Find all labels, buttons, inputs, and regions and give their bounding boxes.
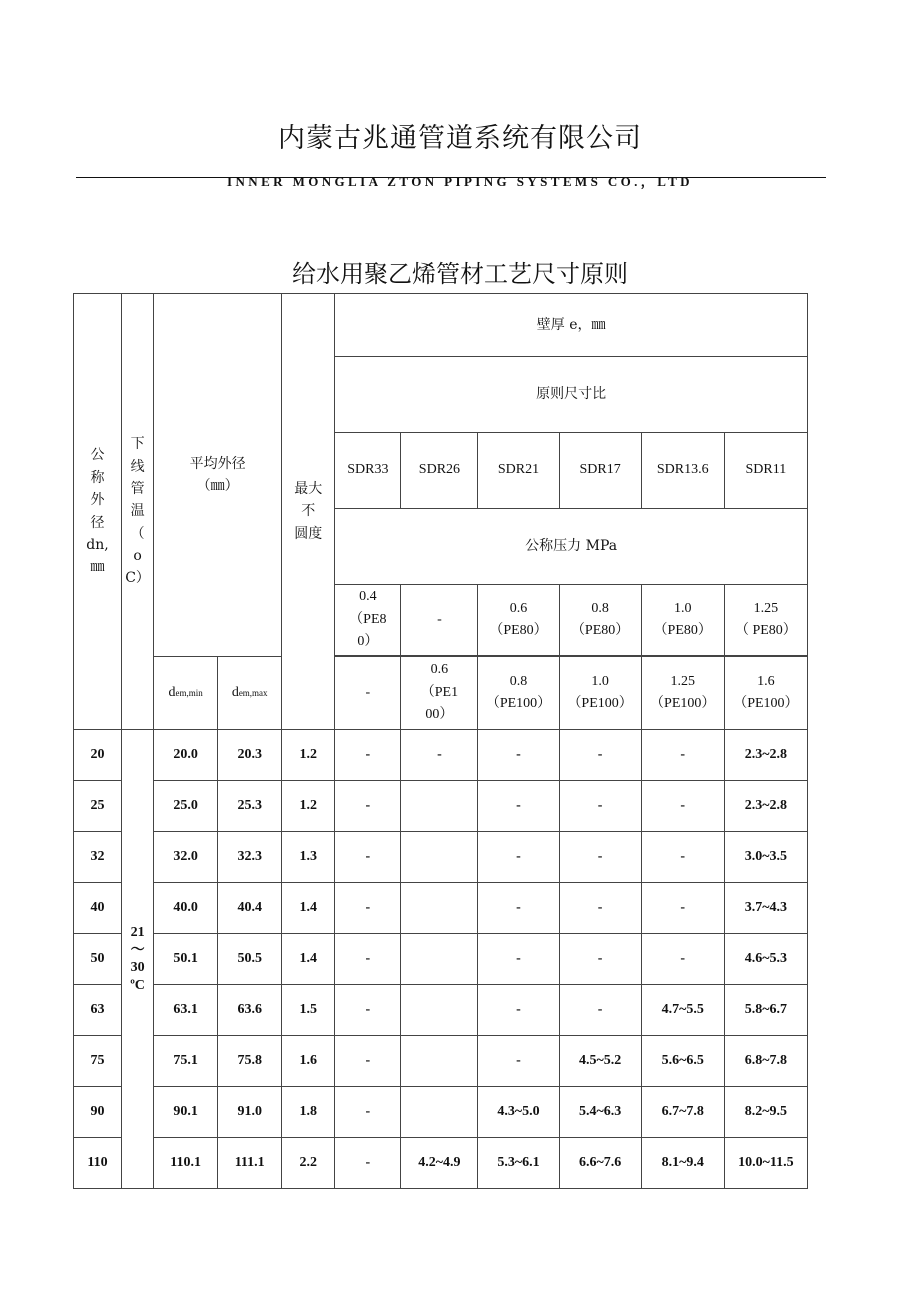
cell-dem-min: 90.1 bbox=[154, 1087, 218, 1138]
cell-wall-thickness bbox=[401, 832, 478, 883]
cell-dem-max: 63.6 bbox=[218, 985, 282, 1036]
cell-wall-thickness: - bbox=[559, 985, 641, 1036]
header-dem-max: dem,max bbox=[218, 657, 282, 730]
ovality-char: 圆度 bbox=[294, 525, 323, 542]
pressure-cell bbox=[335, 585, 401, 656]
table-row bbox=[74, 832, 808, 883]
header-wall-thickness: 壁厚 e，㎜ bbox=[335, 294, 808, 357]
pressure-cell bbox=[401, 585, 478, 656]
cell-wall-thickness: 5.3~6.1 bbox=[478, 1138, 559, 1189]
cell-wall-thickness: 5.6~6.5 bbox=[641, 1036, 724, 1087]
cell-wall-thickness: 4.5~5.2 bbox=[559, 1036, 641, 1087]
pressure-line: - bbox=[437, 611, 442, 627]
temp-range-part: ºC bbox=[130, 977, 145, 993]
nominal-char: 公 bbox=[90, 447, 105, 464]
pressure-line: 1.6 bbox=[757, 673, 775, 689]
cell-temp-range bbox=[122, 730, 154, 1189]
cell-wall-thickness: - bbox=[478, 934, 559, 985]
cell-wall-thickness bbox=[401, 883, 478, 934]
cell-wall-thickness: - bbox=[559, 883, 641, 934]
pressure-line: （PE100） bbox=[650, 696, 716, 711]
pressure-cell bbox=[559, 657, 641, 730]
cell-dn: 32 bbox=[74, 832, 122, 883]
cell-wall-thickness: 2.3~2.8 bbox=[724, 781, 807, 832]
cell-dem-max: 25.3 bbox=[218, 781, 282, 832]
ovality-char: 不 bbox=[301, 503, 316, 520]
pressure-line: 1.0 bbox=[673, 600, 692, 616]
cell-wall-thickness: 3.0~3.5 bbox=[724, 832, 807, 883]
pressure-line: （PE100） bbox=[485, 696, 552, 711]
cell-wall-thickness: - bbox=[335, 832, 401, 883]
document-title: 给水用聚乙烯管材工艺尺寸原则 bbox=[292, 260, 628, 288]
cell-wall-thickness: 3.7~4.3 bbox=[724, 883, 807, 934]
pressure-line: 0） bbox=[357, 634, 379, 650]
pressure-cell bbox=[559, 585, 641, 656]
cell-wall-thickness bbox=[401, 934, 478, 985]
cell-wall-thickness: 2.3~2.8 bbox=[724, 730, 807, 781]
temp-char: （ bbox=[130, 525, 145, 542]
cell-ovality: 1.2 bbox=[282, 781, 335, 832]
cell-dn: 110 bbox=[74, 1138, 122, 1189]
table-row bbox=[74, 883, 808, 934]
ovality-char: 最大 bbox=[294, 480, 323, 497]
cell-dem-max: 20.3 bbox=[218, 730, 282, 781]
cell-wall-thickness: 4.7~5.5 bbox=[641, 985, 724, 1036]
cell-wall-thickness: 6.6~7.6 bbox=[559, 1138, 641, 1189]
cell-wall-thickness: 4.3~5.0 bbox=[478, 1087, 559, 1138]
cell-wall-thickness: 5.8~6.7 bbox=[724, 985, 807, 1036]
cell-wall-thickness: 5.4~6.3 bbox=[559, 1087, 641, 1138]
table-row bbox=[74, 1087, 808, 1138]
temp-char: 管 bbox=[130, 480, 145, 497]
cell-wall-thickness: 8.2~9.5 bbox=[724, 1087, 807, 1138]
nominal-char: ㎜ bbox=[90, 559, 105, 576]
nominal-char: dn, bbox=[86, 536, 109, 553]
cell-wall-thickness: 6.8~7.8 bbox=[724, 1036, 807, 1087]
cell-wall-thickness bbox=[401, 985, 478, 1036]
cell-wall-thickness: - bbox=[478, 730, 559, 781]
cell-dem-min: 25.0 bbox=[154, 781, 218, 832]
temp-char: C） bbox=[125, 570, 150, 587]
pressure-cell bbox=[641, 585, 724, 656]
cell-ovality: 1.2 bbox=[282, 730, 335, 781]
cell-wall-thickness: - bbox=[559, 730, 641, 781]
table-row bbox=[74, 1036, 808, 1087]
temp-range-part: 30 bbox=[130, 960, 145, 975]
mean-od-unit: （㎜） bbox=[196, 478, 239, 494]
cell-dn: 20 bbox=[74, 730, 122, 781]
pressure-line: （PE80） bbox=[570, 623, 630, 638]
cell-wall-thickness: - bbox=[478, 1036, 559, 1087]
mean-od-label: 平均外径 bbox=[189, 455, 246, 472]
cell-dem-min: 63.1 bbox=[154, 985, 218, 1036]
cell-dem-min: 40.0 bbox=[154, 883, 218, 934]
cell-dn: 50 bbox=[74, 934, 122, 985]
cell-dem-max: 75.8 bbox=[218, 1036, 282, 1087]
cell-ovality: 2.2 bbox=[282, 1138, 335, 1189]
header-dem-min: dem,min bbox=[154, 657, 218, 730]
cell-dem-min: 50.1 bbox=[154, 934, 218, 985]
table-row bbox=[74, 934, 808, 985]
pressure-line: （ PE80） bbox=[734, 623, 797, 638]
pressure-line: - bbox=[365, 684, 371, 700]
cell-wall-thickness: - bbox=[641, 934, 724, 985]
sdr-header: SDR17 bbox=[559, 433, 641, 509]
cell-dem-max: 40.4 bbox=[218, 883, 282, 934]
table-row bbox=[74, 985, 808, 1036]
cell-ovality: 1.5 bbox=[282, 985, 335, 1036]
cell-wall-thickness: 8.1~9.4 bbox=[641, 1138, 724, 1189]
cell-wall-thickness: - bbox=[478, 985, 559, 1036]
cell-wall-thickness: - bbox=[641, 883, 724, 934]
cell-wall-thickness: - bbox=[559, 934, 641, 985]
company-name-en: INNER MONGLIA ZTON PIPING SYSTEMS CO.，LTD bbox=[227, 174, 693, 189]
cell-dem-min: 32.0 bbox=[154, 832, 218, 883]
pressure-cell bbox=[641, 657, 724, 730]
cell-wall-thickness bbox=[401, 1087, 478, 1138]
cell-wall-thickness: - bbox=[478, 832, 559, 883]
sdr-header: SDR21 bbox=[478, 433, 559, 509]
pressure-line: 00） bbox=[425, 707, 454, 723]
pressure-cell bbox=[724, 585, 807, 656]
header-sdr-label: 原则尺寸比 bbox=[335, 357, 808, 433]
cell-ovality: 1.8 bbox=[282, 1087, 335, 1138]
pressure-line: （PE100） bbox=[567, 696, 633, 711]
cell-wall-thickness: 4.2~4.9 bbox=[401, 1138, 478, 1189]
cell-wall-thickness: - bbox=[335, 934, 401, 985]
header-min-temp bbox=[122, 294, 154, 730]
sdr-header: SDR33 bbox=[335, 433, 401, 509]
pressure-line: 1.25 bbox=[670, 673, 695, 689]
cell-wall-thickness: - bbox=[335, 1138, 401, 1189]
pressure-line: 1.25 bbox=[753, 600, 779, 616]
table-row bbox=[74, 1138, 808, 1189]
pressure-cell bbox=[401, 657, 478, 730]
pressure-line: 0.8 bbox=[591, 600, 609, 616]
cell-ovality: 1.4 bbox=[282, 934, 335, 985]
cell-wall-thickness: - bbox=[641, 832, 724, 883]
cell-dn: 40 bbox=[74, 883, 122, 934]
cell-wall-thickness: 10.0~11.5 bbox=[724, 1138, 807, 1189]
temp-char: o bbox=[133, 548, 142, 565]
pressure-line: （PE80） bbox=[489, 623, 548, 638]
pressure-line: （PE1 bbox=[420, 684, 459, 700]
pressure-line: 0.4 bbox=[359, 589, 377, 605]
cell-wall-thickness: - bbox=[335, 883, 401, 934]
pressure-cell bbox=[724, 657, 807, 730]
cell-wall-thickness: - bbox=[559, 781, 641, 832]
pressure-line: （PE80） bbox=[653, 623, 712, 638]
table-row bbox=[74, 781, 808, 832]
pressure-line: （PE100） bbox=[733, 696, 799, 711]
cell-wall-thickness: 6.7~7.8 bbox=[641, 1087, 724, 1138]
sdr-header: SDR26 bbox=[401, 433, 478, 509]
pressure-cell bbox=[478, 585, 559, 656]
cell-wall-thickness: - bbox=[559, 832, 641, 883]
temp-range-part: 21 bbox=[130, 925, 145, 940]
pressure-line: 0.6 bbox=[509, 600, 528, 616]
cell-wall-thickness: - bbox=[335, 985, 401, 1036]
cell-dn: 75 bbox=[74, 1036, 122, 1087]
cell-wall-thickness: - bbox=[641, 730, 724, 781]
header-max-ovality bbox=[282, 294, 335, 730]
cell-wall-thickness: 4.6~5.3 bbox=[724, 934, 807, 985]
temp-char: 下 bbox=[130, 436, 145, 453]
header-pressure-label: 公称压力 MPa bbox=[335, 509, 808, 585]
nominal-char: 称 bbox=[90, 469, 105, 486]
nominal-char: 外 bbox=[90, 492, 105, 509]
cell-dem-max: 32.3 bbox=[218, 832, 282, 883]
cell-ovality: 1.3 bbox=[282, 832, 335, 883]
pressure-line: 0.6 bbox=[430, 662, 449, 678]
pressure-cell bbox=[335, 657, 401, 730]
pressure-cell bbox=[478, 657, 559, 730]
header-mean-od bbox=[154, 294, 282, 657]
cell-wall-thickness bbox=[401, 1036, 478, 1087]
sdr-header: SDR13.6 bbox=[641, 433, 724, 509]
sdr-header: SDR11 bbox=[724, 433, 807, 509]
cell-dem-max: 50.5 bbox=[218, 934, 282, 985]
cell-ovality: 1.4 bbox=[282, 883, 335, 934]
cell-wall-thickness: - bbox=[335, 781, 401, 832]
cell-wall-thickness: - bbox=[335, 730, 401, 781]
company-name-cn: 内蒙古兆通管道系统有限公司 bbox=[278, 123, 642, 154]
cell-dem-max: 111.1 bbox=[218, 1138, 282, 1189]
cell-wall-thickness: - bbox=[335, 1087, 401, 1138]
cell-ovality: 1.6 bbox=[282, 1036, 335, 1087]
cell-dem-min: 20.0 bbox=[154, 730, 218, 781]
cell-wall-thickness: - bbox=[335, 1036, 401, 1087]
cell-wall-thickness: - bbox=[478, 781, 559, 832]
cell-dn: 63 bbox=[74, 985, 122, 1036]
pressure-line: 0.8 bbox=[509, 673, 528, 689]
nominal-char: 径 bbox=[90, 514, 105, 531]
cell-dem-min: 110.1 bbox=[154, 1138, 218, 1189]
temp-char: 线 bbox=[130, 458, 145, 475]
temp-range-part: ～ bbox=[130, 942, 145, 958]
cell-wall-thickness: - bbox=[641, 781, 724, 832]
pressure-line: （PE8 bbox=[349, 611, 387, 627]
cell-dem-min: 75.1 bbox=[154, 1036, 218, 1087]
temp-char: 温 bbox=[130, 503, 145, 520]
cell-dn: 90 bbox=[74, 1087, 122, 1138]
cell-wall-thickness bbox=[401, 781, 478, 832]
cell-wall-thickness: - bbox=[401, 730, 478, 781]
header-nominal-od bbox=[74, 294, 122, 730]
table-row bbox=[74, 730, 808, 781]
cell-dn: 25 bbox=[74, 781, 122, 832]
cell-dem-max: 91.0 bbox=[218, 1087, 282, 1138]
pressure-line: 1.0 bbox=[591, 673, 609, 689]
cell-wall-thickness: - bbox=[478, 883, 559, 934]
dimension-table bbox=[73, 293, 808, 1189]
